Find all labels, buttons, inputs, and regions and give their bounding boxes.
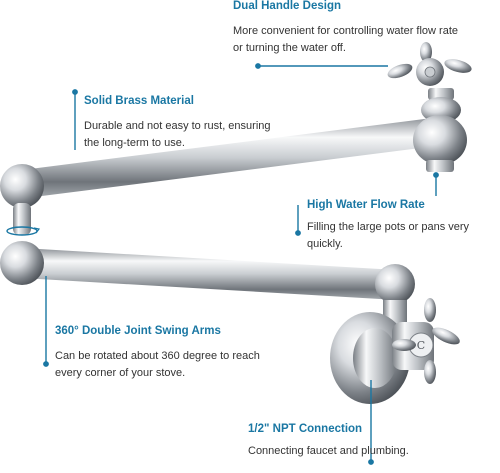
callout-solid-brass-title: Solid Brass Material — [84, 95, 194, 107]
leader-solid-brass-dot — [73, 90, 77, 94]
callout-swing-arms — [55, 324, 275, 382]
callout-high-flow — [307, 198, 497, 253]
callout-swing-arms-desc: Can be rotated about 360 degree to reach every corner of your stove. — [55, 350, 260, 379]
callout-dual-handle-desc: More convenient for controlling water flow rate or turning the water off. — [233, 25, 458, 54]
callout-swing-arms-title: 360° Double Joint Swing Arms — [55, 325, 221, 337]
callout-dual-handle-title: Dual Handle Design — [233, 0, 341, 12]
callout-npt-desc: Connecting faucet and plumbing. — [248, 445, 409, 457]
leader-swing-arms-dot — [44, 362, 48, 366]
leader-npt-dot — [369, 460, 373, 464]
callout-dual-handle — [233, 0, 463, 57]
lower-swing-arm — [22, 248, 398, 300]
callout-npt — [248, 422, 488, 460]
callout-high-flow-title: High Water Flow Rate — [307, 199, 425, 211]
double-joint — [0, 164, 44, 285]
spout-valve — [413, 88, 467, 172]
valve-cap-letter: C — [416, 339, 426, 352]
callout-high-flow-desc: Filling the large pots or pans very quickly. — [307, 221, 470, 250]
leader-spout-outlet-dot — [434, 173, 438, 177]
leader-high-flow-dot — [296, 231, 300, 235]
callout-solid-brass-desc: Durable and not easy to rust, ensuring the long-term to use. — [84, 120, 271, 149]
callout-npt-title: 1/2" NPT Connection — [248, 423, 363, 435]
leader-dual-handle-dot — [256, 64, 260, 68]
callout-solid-brass — [84, 94, 284, 152]
